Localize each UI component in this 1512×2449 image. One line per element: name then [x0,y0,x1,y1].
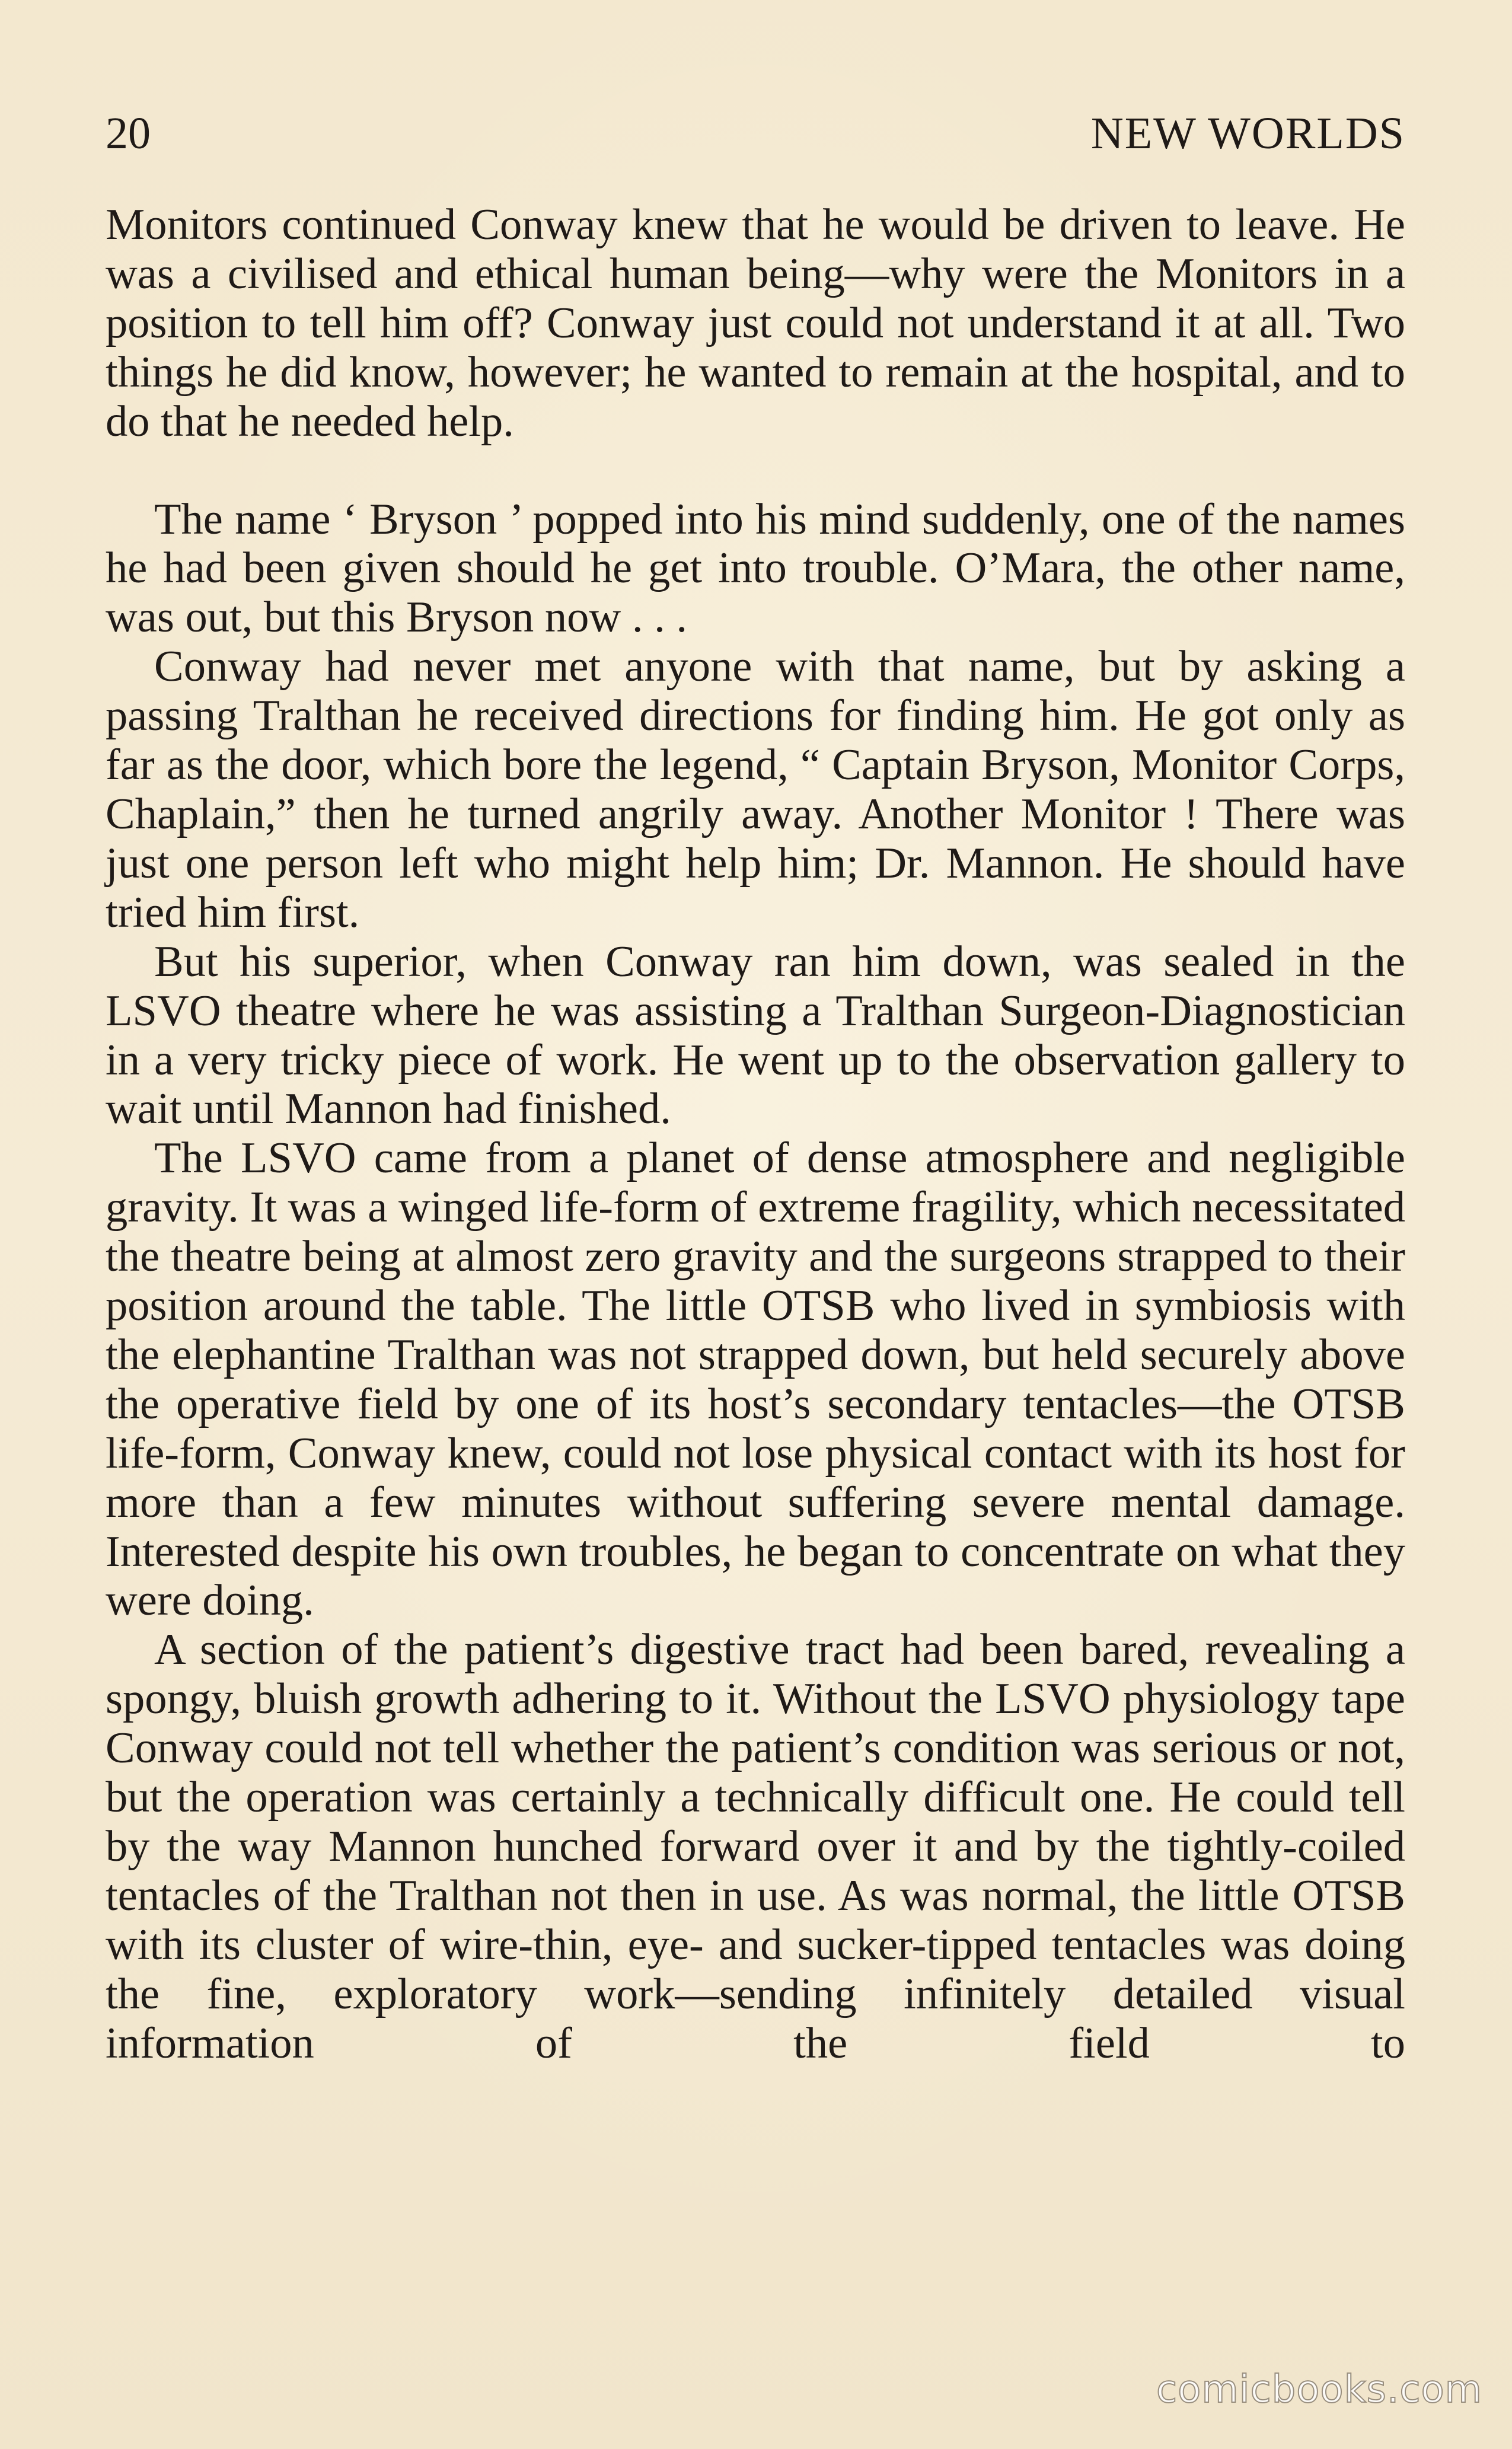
paragraph-3: Conway had never met anyone with that name, but by asking a passing Tralthan he received directions for finding him. He got only as far as the door, which bore the legend, “ Captain Bryson, Monitor Corps, Chaplain,” then he turned angrily away. Another Monitor ! There was just one person left who might help him; Dr. Mannon. He should have tried him first. [106,642,1405,937]
paragraph-4: But his superior, when Conway ran him down, was sealed in the LSVO theatre where he was assisting a Tralthan Surgeon-Diagnostician in a very tricky piece of work. He went up to the observation gallery to wait until Mannon had finished. [106,937,1405,1134]
paragraph-5: The LSVO came from a planet of dense atmosphere and negligible gravity. It was a winged life-form of extreme fragility, which necessitated the theatre being at almost zero gravity and the surgeons strapped to their position around the table. The little OTSB who lived in symbiosis with the elephantine Tralthan was not strapped down, but held securely above the operative field by one of its host’s secondary tentacles—the OTSB life-form, Conway knew, could not lose physical contact with its host for more than a few minutes without suffering severe mental damage. Interested despite his own troubles, he began to concentrate on what they were doing. [106,1134,1405,1625]
body-text [106,200,1405,2068]
watermark: comicbooks.com [1156,2368,1482,2412]
paragraph-6: A section of the patient’s digestive tract had been bared, revealing a spongy, bluish growth adhering to it. Without the LSVO physiology tape Conway could not tell whether the patient’s condition was serious or not, but the operation was certainly a technically difficult one. He could tell by the way Mannon hunched forward over it and by the tightly-coiled tentacles of the Tralthan not then in use. As was normal, the little OTSB with its cluster of wire-thin, eye- and sucker-tipped tentacles was doing the fine, exploratory work—sending infinitely detailed visual information of the field to [106,1625,1405,2068]
page-header [106,101,1405,166]
paragraph-1: Monitors continued Conway knew that he would be driven to leave. He was a civilised and ethical human being—why were the Monitors in a position to tell him off? Conway just could not understand it at all. Two things he did know, however; he wanted to remain at the hospital, and to do that he needed help. [106,200,1405,446]
running-title: NEW WORLDS [1090,109,1405,158]
page-number: 20 [106,109,151,158]
paragraph-2: The name ‘ Bryson ’ popped into his mind suddenly, one of the names he had been given should he get into trouble. O’Mara, the other name, was out, but this Bryson now . . . [106,495,1405,642]
